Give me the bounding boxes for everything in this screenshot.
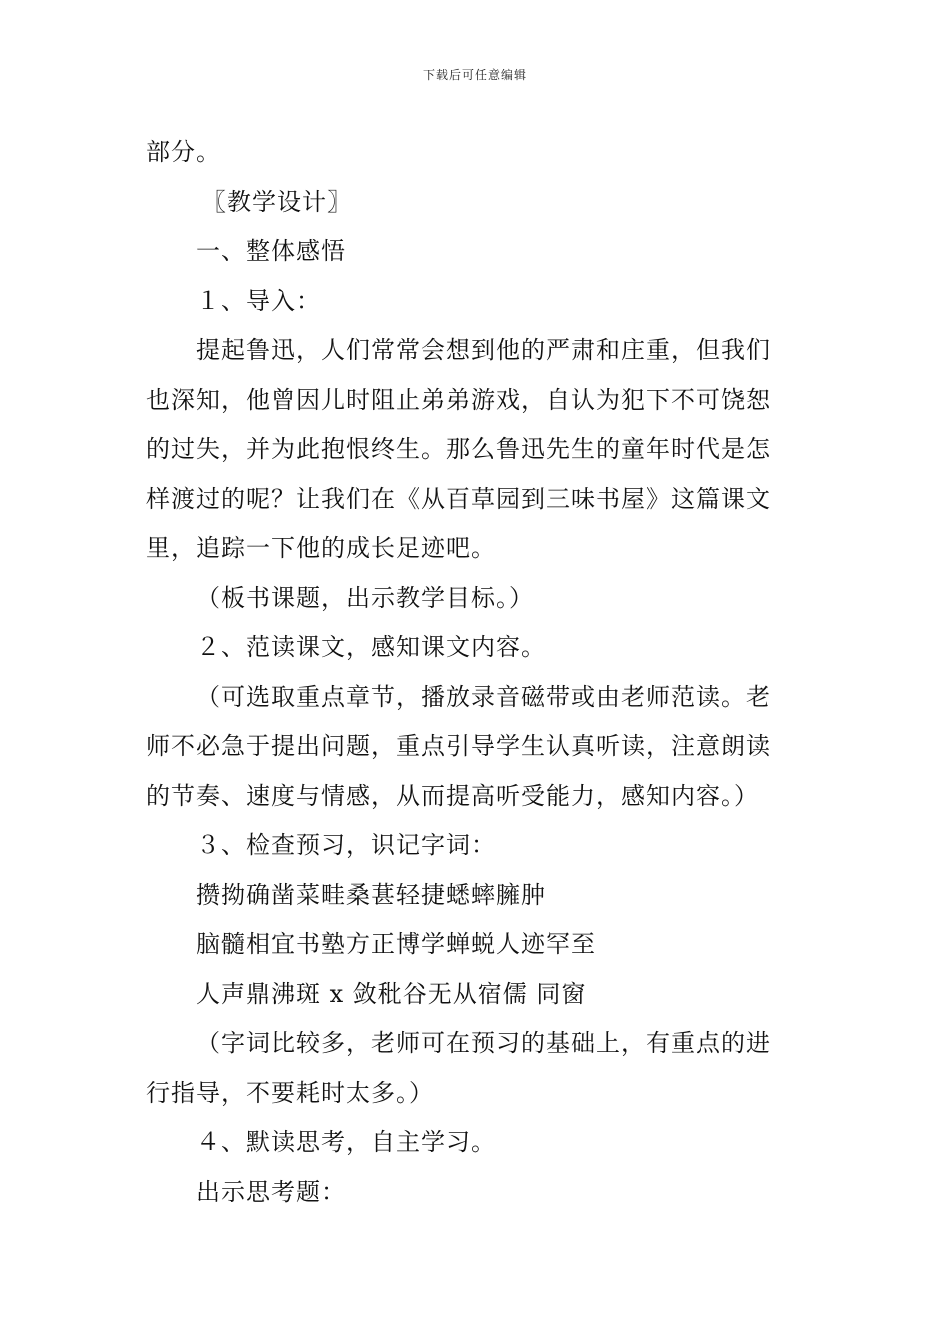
- text-line: （板书课题，出示教学目标。）: [196, 583, 534, 612]
- text-line: （字词比较多，老师可在预习的基础上，有重点的进: [196, 1029, 771, 1057]
- text-line: 师不必急于提出问题，重点引导学生认真听读，注意朗读: [146, 732, 771, 760]
- text-line: 也深知，他曾因儿时阻止弟弟游戏，自认为犯下不可饶恕: [146, 385, 771, 414]
- section-heading: 〖教学设计〗: [202, 187, 352, 216]
- vocabulary-line: 攒拗确凿菜畦桑葚轻捷蟋蟀臃肿: [196, 880, 546, 909]
- step-heading: ２、范读课文，感知课文内容。: [196, 633, 546, 661]
- text-line: 里，追踪一下他的成长足迹吧。: [146, 534, 496, 562]
- vocabulary-line: 人声鼎沸斑 x 敛秕谷无从宿儒 同窗: [196, 979, 587, 1008]
- text-line: （可选取重点章节，播放录音磁带或由老师范读。老: [196, 682, 771, 711]
- text-line: 样渡过的呢？让我们在《从百草园到三味书屋》这篇课文: [146, 484, 771, 513]
- text-line: 部分。: [146, 138, 221, 166]
- text-line: 的节奏、速度与情感，从而提高听受能力，感知内容。）: [146, 781, 759, 810]
- step-heading: ４、默读思考，自主学习。: [196, 1128, 496, 1156]
- step-heading: ３、检查预习，识记字词：: [196, 831, 496, 859]
- vocabulary-line: 脑髓相宜书塾方正博学蝉蜕人迹罕至: [196, 930, 596, 958]
- section-heading: 一、整体感悟: [196, 237, 346, 265]
- page-header-note: 下载后可任意编辑: [422, 68, 527, 82]
- text-line: 行指导，不要耗时太多。）: [146, 1078, 434, 1107]
- text-line: 提起鲁迅，人们常常会想到他的严肃和庄重，但我们: [196, 336, 771, 364]
- text-line: 的过失，并为此抱恨终生。那么鲁迅先生的童年时代是怎: [146, 435, 771, 463]
- document-body: [146, 128, 816, 1217]
- text-line: 出示思考题：: [196, 1177, 346, 1206]
- step-heading: １、导入：: [196, 286, 321, 315]
